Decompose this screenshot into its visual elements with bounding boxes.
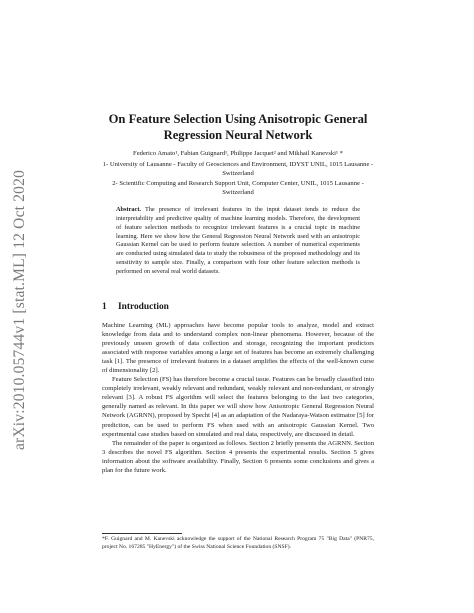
paragraph-3: The remainder of the paper is organized as follows. Section 2 briefly presents the AGRNN. Section 3 describes the novel FS algorithm. Section 4 presents the experimental results. Section 5 gives information about the software availability. Finally, Section 6 presents some conclusions and gives a plan for the future work. <box>102 439 374 474</box>
paragraph-1: Machine Learning (ML) approaches have become popular tools to analyze, model and extract knowledge from data and to understand complex non-linear phenomena. However, because of the previously unseen growth of data collection and storage, recognizing the important predictors associated with response variables among a large set of features has become an extremely challenging task [1]. The presence of irrelevant features in a dataset amplifies the effects of the well-known curse of dimensionality [2]. <box>102 322 374 375</box>
introduction-body <box>102 321 374 475</box>
paragraph-2: Feature Selection (FS) has therefore become a crucial issue. Features can be broadly classified into completely irrelevant, weakly relevant and redundant, weakly relevant and non-redundant, or strongly relevant [3]. A robust FS algorithm will select the features belonging to the last two categories, generally named as relevant. In this paper we will show how Anisotropic General Regression Neural Network (AGRNN), proposed by Specht [4] as an adaptation of the Nadaraya-Watson estimator [5] for prediction, can be used to perform FS when used with an anisotropic Gaussian Kernel. Two experimental case studies based on simulated and real data, respectively, are discussed in detail. <box>102 376 374 438</box>
affiliation-2: 2- Scientific Computing and Research Support Unit, Computer Center, UNIL, 1015 Lausanne - Switzerland <box>112 180 364 197</box>
abstract <box>116 206 360 277</box>
affiliation-1: 1- University of Lausanne - Faculty of Geosciences and Environment, IDYST UNIL, 1015 Lausanne - Switzerland <box>102 161 374 178</box>
footnote-rule <box>102 533 182 534</box>
arxiv-identifier-stamp <box>2 160 38 460</box>
author-list: Federico Amato¹, Fabian Guignard¹, Philippe Jacquet² and Mikhail Kanevski¹ * <box>133 150 343 157</box>
funding-footnote: *F. Guignard and M. Kanevski acknowledge the support of the National Research Program 75 "Big Data" (PNR75, project No. 167285 "HyEnergy") of the Swiss National Science Foundation (SNSF). <box>102 536 374 550</box>
abstract-text: The presence of irrelevant features in the input dataset tends to reduce the interpretability and predictive quality of machine learning models. Therefore, the development of feature selection methods to recognize irrelevant features is a crucial topic in machine learning. Here we show how the General Regression Neural Network used with an anisotropic Gaussian Kernel can be used to perform feature selection. A number of numerical experiments are conducted using simulated data to study the robustness of the proposed methodology and its sensitivity to sample size. Finally, a comparison with four other feature selection methods is performed on several real world datasets. <box>116 206 360 275</box>
affiliation-list <box>102 160 374 197</box>
section-heading-introduction <box>102 302 169 312</box>
arxiv-identifier: arXiv:2010.05744v1 [stat.ML] 12 Oct 2020 <box>11 169 29 451</box>
section-title: Introduction <box>118 302 169 312</box>
section-number: 1 <box>102 302 107 312</box>
paper-title: On Feature Selection Using Anisotropic General Regression Neural Network <box>108 112 368 142</box>
abstract-label: Abstract. <box>116 206 142 213</box>
